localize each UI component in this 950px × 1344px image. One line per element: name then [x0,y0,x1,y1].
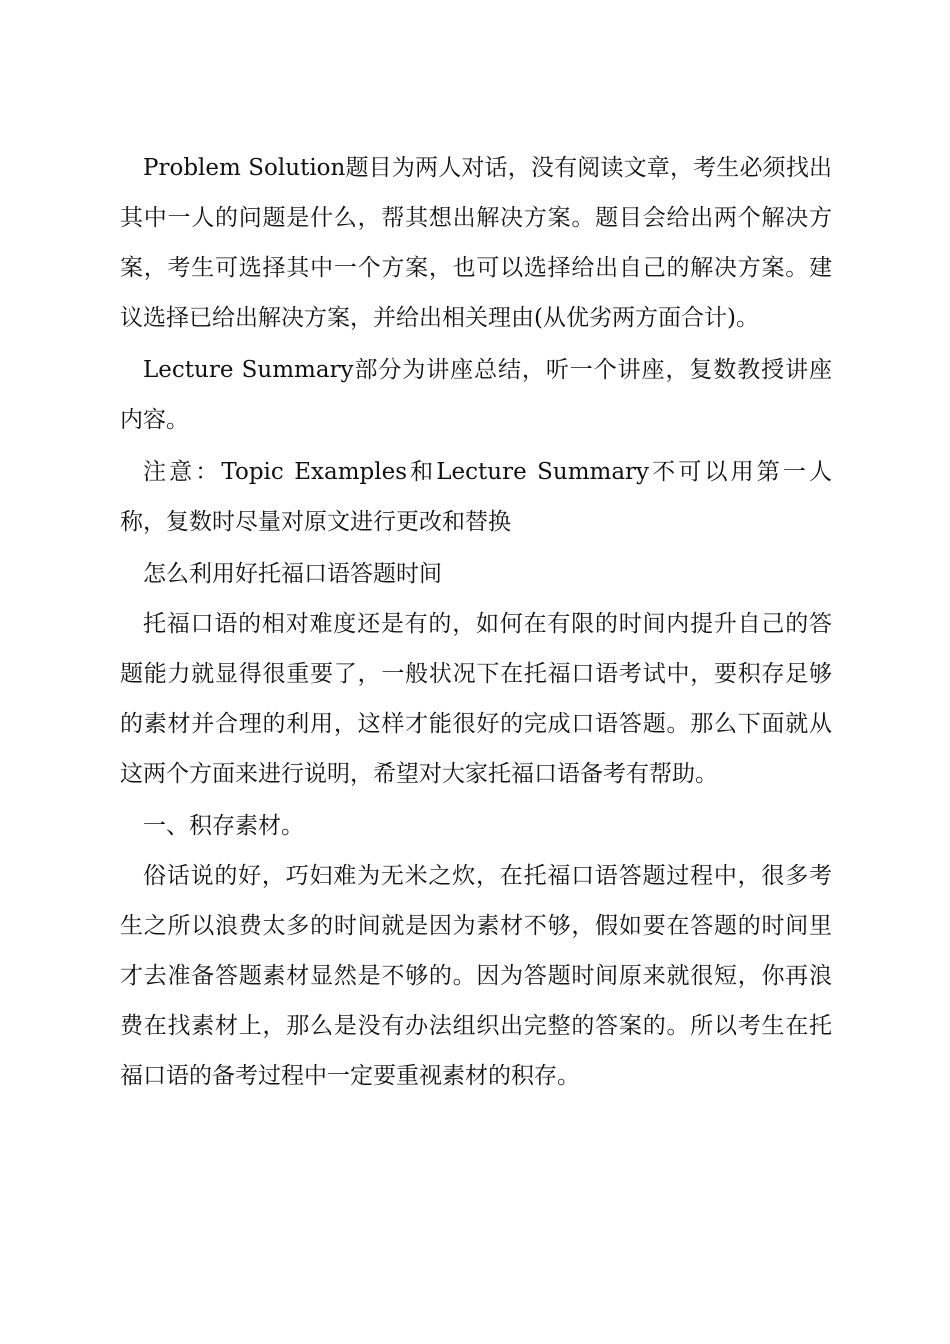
paragraph-problem-solution: Problem Solution题目为两人对话，没有阅读文章，考生必须找出其中一人的问题是什么，帮其想出解决方案。题目会给出两个解决方案，考生可选择其中一个方案，也可以选择给出自己的解决方案。建议选择已给出解决方案，并给出相关理由(从优劣两方面合计)。 [120,155,832,331]
section-heading: 怎么利用好托福口语答题时间 [143,561,442,587]
subheading-accumulate-material: 一、积存素材。 [143,813,304,839]
paragraph-note: 注意：Topic Examples和Lecture Summary不可以用第一人称，复数时尽量对原文进行更改和替换 [120,459,832,535]
paragraph-lecture-summary: Lecture Summary部分为讲座总结，听一个讲座，复数教授讲座内容。 [120,357,832,433]
document-body [120,143,832,1103]
paragraph-material: 俗话说的好，巧妇难为无米之炊，在托福口语答题过程中，很多考生之所以浪费太多的时间就是因为素材不够，假如要在答题的时间里才去准备答题素材显然是不够的。因为答题时间原来就很短，你再浪费在找素材上，那么是没有办法组织出完整的答案的。所以考生在托福口语的备考过程中一定要重视素材的积存。 [120,863,832,1089]
paragraph-intro: 托福口语的相对难度还是有的，如何在有限的时间内提升自己的答题能力就显得很重要了，一般状况下在托福口语考试中，要积存足够的素材并合理的利用，这样才能很好的完成口语答题。那么下面就从这两个方面来进行说明，希望对大家托福口语备考有帮助。 [120,611,832,787]
